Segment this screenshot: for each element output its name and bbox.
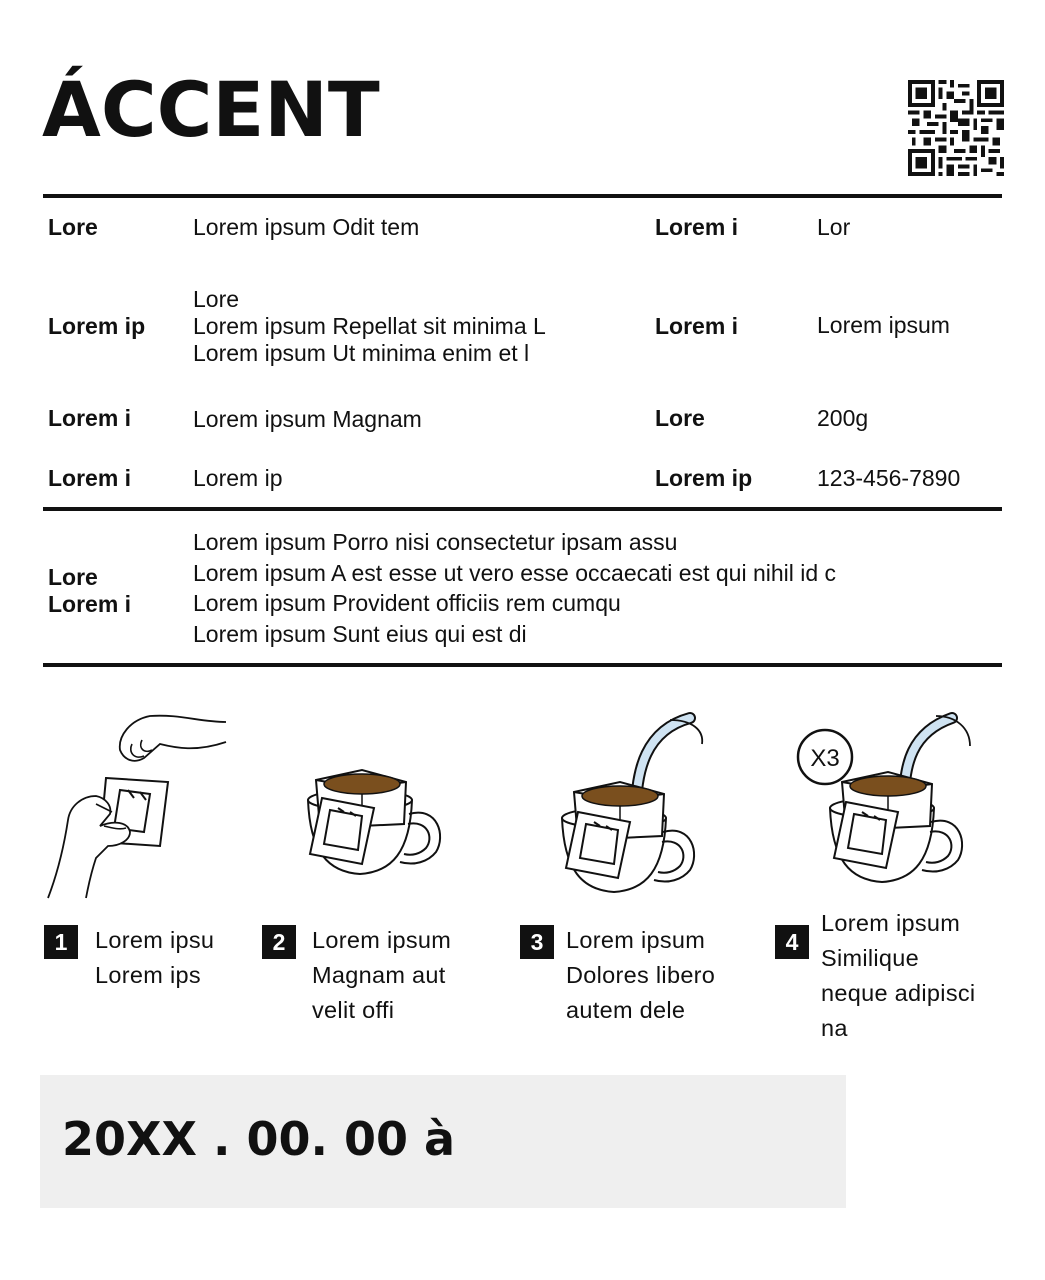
info-value: 123-456-7890 xyxy=(817,465,961,491)
info-label: Lorem i xyxy=(655,313,739,339)
notes-line: Lorem ipsum Porro nisi consectetur ipsam assu xyxy=(193,529,678,555)
step-number-badge: 1 xyxy=(44,925,78,959)
info-label: Lorem i xyxy=(48,405,132,431)
info-value: Lorem ipsum Odit tem xyxy=(193,214,420,240)
qr-code-icon xyxy=(908,80,1004,176)
step-text-line: Similique xyxy=(821,945,920,971)
info-value-line: Lorem ipsum Repellat sit minima L xyxy=(193,313,546,339)
info-label: Lore xyxy=(655,405,705,431)
info-label: Lorem i xyxy=(655,214,739,240)
info-value: Lorem ipsum xyxy=(817,312,950,338)
middle-divider xyxy=(43,507,1002,511)
repeat-count: X3 xyxy=(810,745,840,772)
info-value-line: Lorem ipsum Ut minima enim et l xyxy=(193,340,530,366)
info-value-line: Lore xyxy=(193,286,240,312)
info-label: Lore xyxy=(48,214,98,240)
info-label: Lorem ip xyxy=(48,313,146,339)
info-value: Lorem ipsum Magnam xyxy=(193,406,422,432)
date-text: 20XX . 00. 00 à xyxy=(62,1112,456,1166)
step-text-line: Lorem ips xyxy=(95,962,201,988)
top-divider xyxy=(43,194,1002,198)
info-label: Lorem i xyxy=(48,465,132,491)
info-value: Lor xyxy=(817,214,851,240)
info-value: Lorem ip xyxy=(193,465,283,491)
pour-repeat-icon xyxy=(798,716,970,882)
step-text-line: Dolores libero xyxy=(566,962,716,988)
step-text-line: Lorem ipsum xyxy=(312,927,452,953)
info-label: Lorem ip xyxy=(655,465,753,491)
step-text-line: Lorem ipsum xyxy=(566,927,706,953)
pour-water-icon xyxy=(562,718,702,892)
step-text-line: Lorem ipsum xyxy=(821,910,961,936)
notes-line: Lorem ipsum Sunt eius qui est di xyxy=(193,621,527,647)
step-text-line: neque adipisci xyxy=(821,980,976,1006)
step-text-line: autem dele xyxy=(566,997,686,1023)
step-text-line: na xyxy=(821,1015,848,1041)
step-text-line: velit offi xyxy=(312,997,395,1023)
date-panel xyxy=(40,1075,846,1208)
step-number-badge: 4 xyxy=(775,925,809,959)
brand-logo: ÁCCENT xyxy=(42,65,380,154)
step-text-line: Magnam aut xyxy=(312,962,446,988)
notes-line: Lorem ipsum Provident officiis rem cumqu xyxy=(193,590,621,616)
notes-line: Lorem ipsum A est esse ut vero esse occaecati est qui nihil id c xyxy=(193,560,837,586)
drip-bag-on-cup-icon xyxy=(308,770,440,874)
tear-open-pouch-icon xyxy=(48,716,226,898)
notes-label: Lorem i xyxy=(48,591,132,617)
info-value: 200g xyxy=(817,405,869,431)
brew-steps-illustrations xyxy=(0,700,1045,920)
notes-label: Lore xyxy=(48,564,98,590)
step-number-badge: 3 xyxy=(520,925,554,959)
step-text-line: Lorem ipsu xyxy=(95,927,215,953)
step-number-badge: 2 xyxy=(262,925,296,959)
bottom-divider xyxy=(43,663,1002,667)
